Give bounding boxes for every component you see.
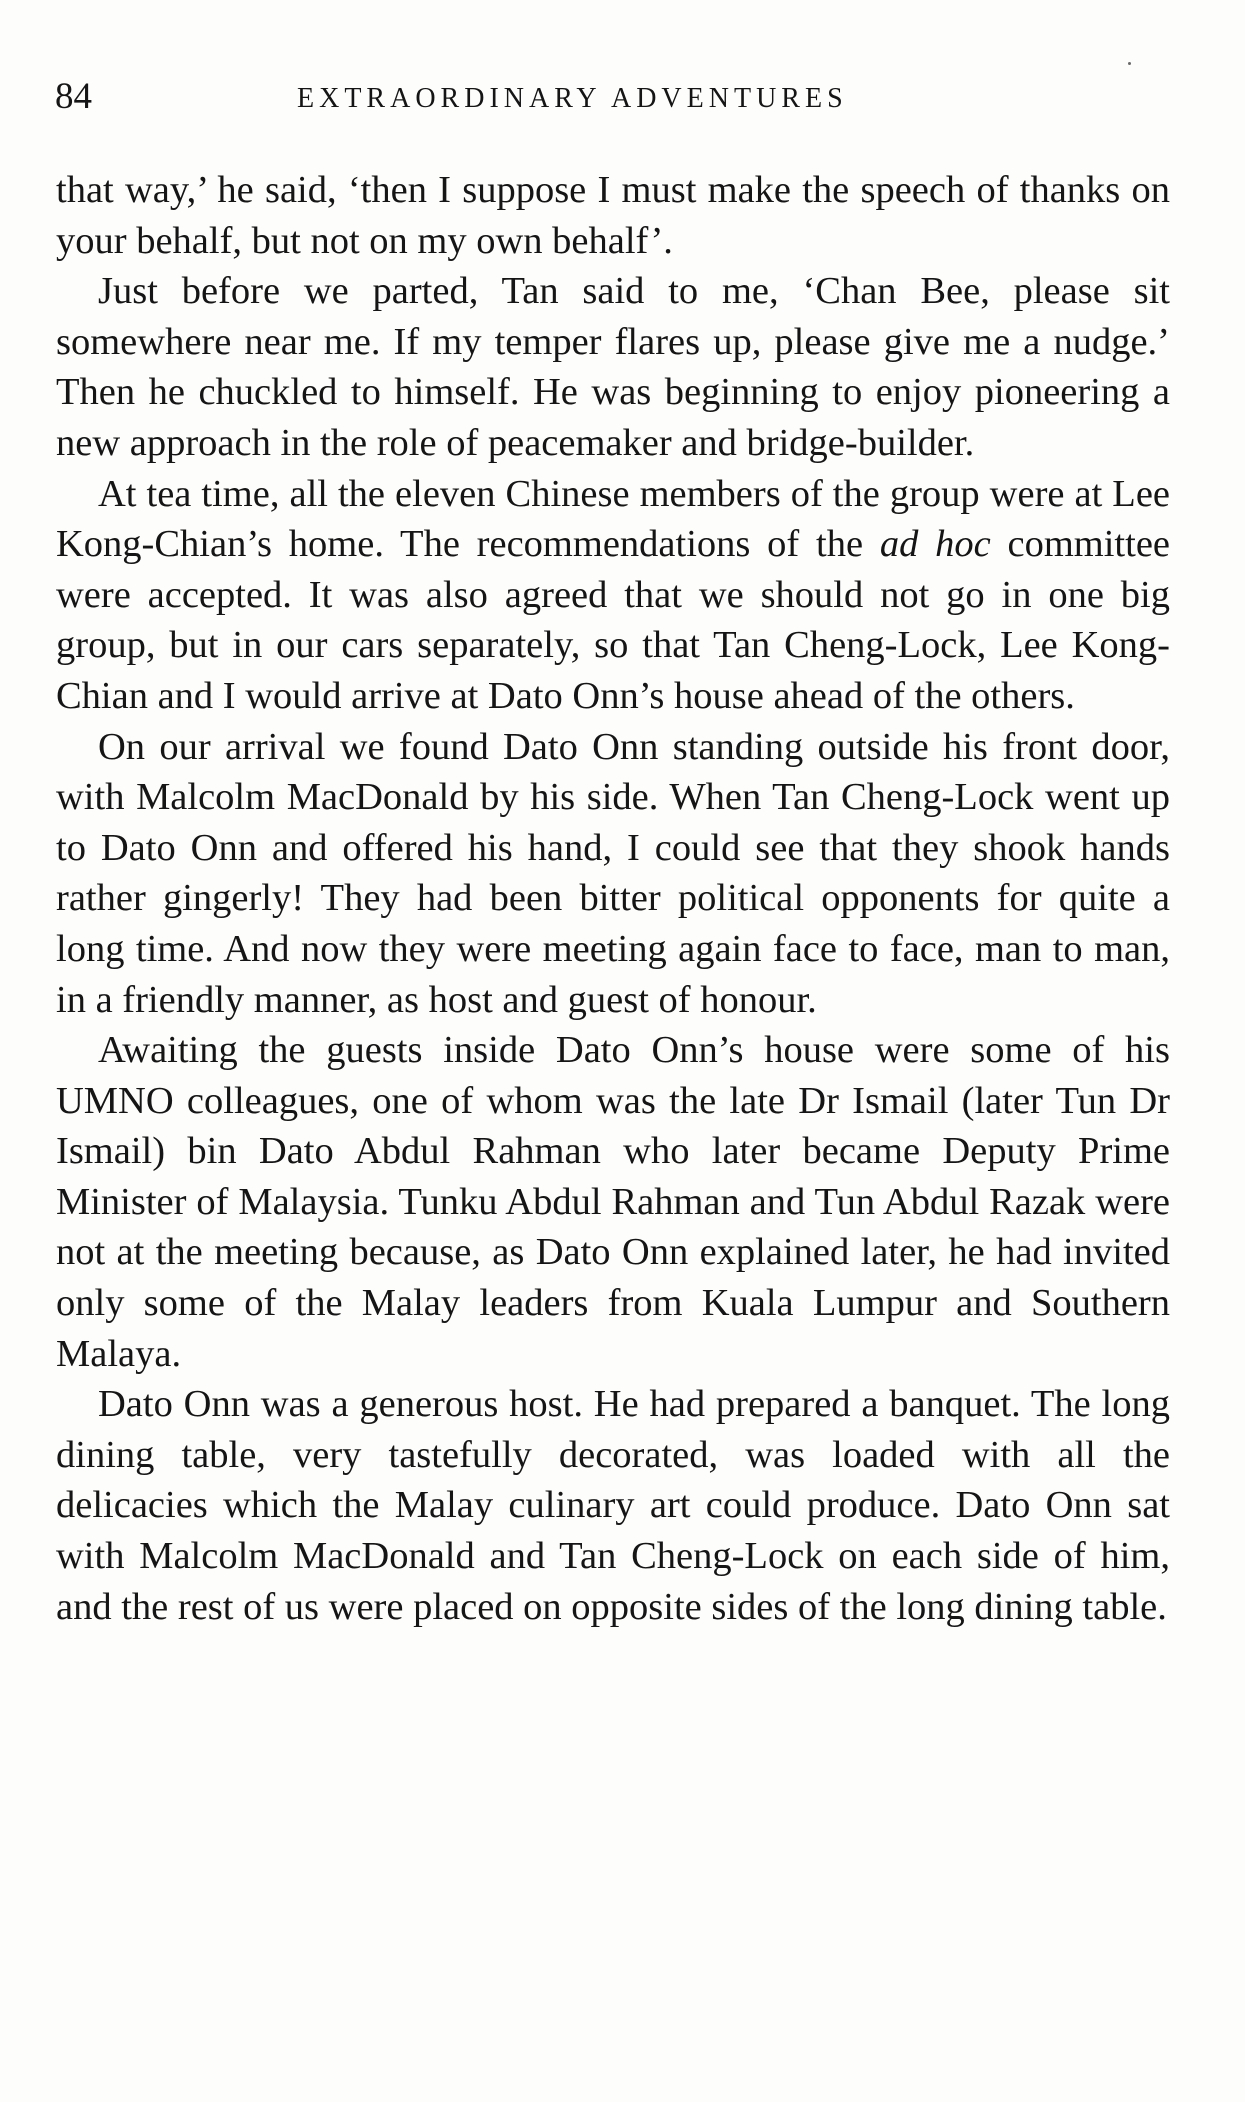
paragraph-2: Just before we parted, Tan said to me, ‘Chan Bee, please sit somewhere near me. If my temper flares up, please give me a nudge.’ Then he chuckled to himself. He was beginning to enjoy pioneering a new approach in the role of peacemaker and bridge-builder. <box>56 270 1170 464</box>
page-number: 84 <box>55 76 92 117</box>
paragraph-1: that way,’ he said, ‘then I suppose I must make the speech of thanks on your behalf, but not on my own behalf’. <box>56 169 1170 262</box>
ink-speck <box>1128 62 1131 65</box>
paragraph-4: On our arrival we found Dato Onn standing outside his front door, with Malcolm MacDonald by his side. When Tan Cheng-Lock went up to Dato Onn and offered his hand, I could see that they shook hands rather gingerly! They had been bitter political opponents for quite a long time. And now they were meeting again face to face, man to man, in a friendly manner, as host and guest of honour. <box>56 725 1170 1021</box>
paragraph-3-italic-term: ad hoc <box>879 523 991 566</box>
paragraph-6: Dato Onn was a generous host. He had prepared a banquet. The long dining table, very tastefully decorated, was loaded with all the delicacies which the Malay culinary art could produce. Dato Onn sat with Malcolm MacDonald and Tan Cheng-Lock on each side of him, and the rest of us were placed on opposite sides of the long dining table. <box>56 1383 1170 1628</box>
paragraph-3-text-before: At tea time, all the eleven Chinese members of the group were at Lee Kong-Chian’s home. The recommendations of the <box>56 472 1170 566</box>
body-text <box>56 165 1170 1632</box>
paragraph-3-text-after: committee were accepted. It was also agreed that we should not go in one big group, but in our cars separately, so that Tan Cheng-Lock, Lee Kong-Chian and I would arrive at Dato Onn’s house ahead of the others. <box>56 523 1170 717</box>
paragraph-3 <box>56 469 1170 722</box>
running-title: EXTRAORDINARY ADVENTURES <box>297 83 848 114</box>
running-header <box>55 72 1175 122</box>
paragraph-5: Awaiting the guests inside Dato Onn’s house were some of his UMNO colleagues, one of whom was the late Dr Ismail (later Tun Dr Ismail) bin Dato Abdul Rahman who later became Deputy Prime Minister of Malaysia. Tunku Abdul Rahman and Tun Abdul Razak were not at the meeting because, as Dato Onn explained later, he had invited only some of the Malay leaders from Kuala Lumpur and Southern Malaya. <box>56 1029 1170 1375</box>
